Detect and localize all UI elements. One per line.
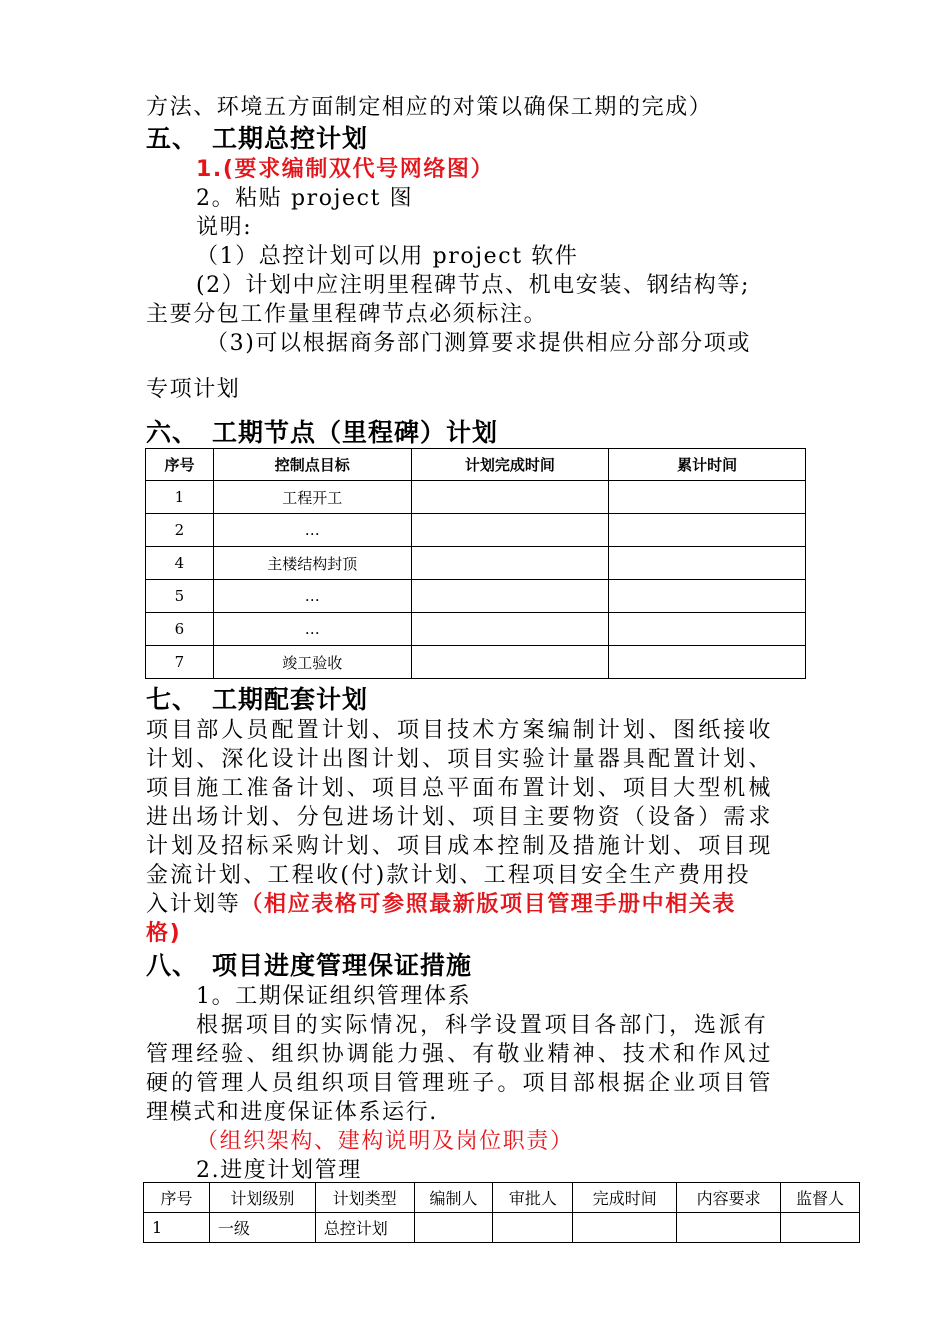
header-cell: 内容要求 — [677, 1183, 781, 1213]
table-cell — [609, 481, 806, 514]
paragraph-line: （3)可以根据商务部门测算要求提供相应分部分项或 — [206, 331, 751, 356]
paragraph-line: 专项计划 — [146, 377, 241, 402]
section-heading-6 — [146, 419, 498, 447]
header-cell: 控制点目标 — [213, 449, 411, 481]
table-cell — [609, 646, 806, 679]
paragraph-line: （1）总控计划可以用 project 软件 — [196, 244, 579, 269]
table-header-row — [146, 449, 806, 481]
section-number: 七、 — [146, 685, 199, 714]
table-cell: … — [213, 580, 411, 613]
table-cell: 4 — [146, 547, 214, 580]
table-cell — [411, 547, 609, 580]
table-cell — [609, 613, 806, 646]
table-cell: … — [213, 613, 411, 646]
table-cell — [609, 514, 806, 547]
table-cell — [411, 481, 609, 514]
table-cell — [609, 580, 806, 613]
paragraph-line: 2。粘贴 project 图 — [196, 186, 414, 211]
paragraph-line: 管理经验、组织协调能力强、有敬业精神、技术和作风过 — [146, 1042, 774, 1067]
section-heading-7 — [146, 686, 368, 714]
table-row — [144, 1213, 860, 1243]
paragraph-line: 1。工期保证组织管理体系 — [196, 984, 472, 1009]
table-cell: 一级 — [209, 1213, 315, 1243]
header-cell: 计划完成时间 — [411, 449, 609, 481]
plan-table — [143, 1182, 860, 1243]
table-cell: 1 — [146, 481, 214, 514]
table-row — [146, 613, 806, 646]
paragraph-line — [146, 891, 736, 919]
table-cell: 主楼结构封顶 — [213, 547, 411, 580]
table-cell — [493, 1213, 573, 1243]
table-cell: … — [213, 514, 411, 547]
table-cell — [411, 514, 609, 547]
paragraph-line: 计划、深化设计出图计划、项目实验计量器具配置计划、 — [146, 747, 774, 772]
table-cell: 竣工验收 — [213, 646, 411, 679]
table-row — [146, 481, 806, 514]
table-cell — [781, 1213, 860, 1243]
table-cell: 1 — [144, 1213, 210, 1243]
table-cell — [411, 613, 609, 646]
header-cell: 计划类型 — [315, 1183, 414, 1213]
table-cell — [411, 580, 609, 613]
red-note: 1.(要求编制双代号网络图） — [196, 157, 495, 182]
paragraph-line: 方法、环境五方面制定相应的对策以确保工期的完成） — [146, 95, 713, 120]
table-row — [146, 646, 806, 679]
table-header-row — [144, 1183, 860, 1213]
header-cell: 编制人 — [414, 1183, 493, 1213]
paragraph-line: 说明: — [196, 215, 253, 240]
section-heading-8 — [146, 952, 472, 980]
red-note: 格) — [146, 921, 182, 946]
table-cell: 2 — [146, 514, 214, 547]
section-title: 工期节点（里程碑）计划 — [212, 418, 499, 447]
section-number: 六、 — [146, 418, 199, 447]
paragraph-line: 项目施工准备计划、项目总平面布置计划、项目大型机械 — [146, 776, 774, 801]
header-cell: 累计时间 — [609, 449, 806, 481]
table-cell: 总控计划 — [315, 1213, 414, 1243]
milestone-table — [145, 448, 806, 679]
section-title: 工期配套计划 — [212, 685, 369, 714]
section-title: 项目进度管理保证措施 — [212, 951, 473, 980]
paragraph-line: 金流计划、工程收(付)款计划、工程项目安全生产费用投 — [146, 863, 751, 888]
paragraph-line: 理模式和进度保证体系运行. — [146, 1100, 438, 1125]
paragraph-text: 入计划等 — [146, 892, 241, 917]
header-cell: 计划级别 — [209, 1183, 315, 1213]
red-note: （组织架构、建构说明及岗位职责） — [196, 1129, 574, 1154]
table-cell — [677, 1213, 781, 1243]
table-cell: 工程开工 — [213, 481, 411, 514]
table-cell: 5 — [146, 580, 214, 613]
table-cell — [414, 1213, 493, 1243]
red-note: （相应表格可参照最新版项目管理手册中相关表 — [240, 892, 737, 917]
paragraph-line: 根据项目的实际情况，科学设置项目各部门，选派有 — [196, 1013, 769, 1038]
header-cell: 序号 — [144, 1183, 210, 1213]
paragraph-line: 硬的管理人员组织项目管理班子。项目部根据企业项目管 — [146, 1071, 774, 1096]
table-cell: 7 — [146, 646, 214, 679]
paragraph-line: (2）计划中应注明里程碑节点、机电安装、钢结构等; — [196, 273, 750, 298]
table-cell — [609, 547, 806, 580]
section-heading-5 — [146, 125, 368, 153]
section-number: 八、 — [146, 951, 199, 980]
table-cell — [411, 646, 609, 679]
table-cell: 6 — [146, 613, 214, 646]
header-cell: 审批人 — [493, 1183, 573, 1213]
table-cell — [573, 1213, 677, 1243]
section-number: 五、 — [146, 124, 199, 153]
paragraph-line: 项目部人员配置计划、项目技术方案编制计划、图纸接收 — [146, 718, 774, 743]
header-cell: 完成时间 — [573, 1183, 677, 1213]
table-row — [146, 514, 806, 547]
table-row — [146, 580, 806, 613]
table-row — [146, 547, 806, 580]
section-title: 工期总控计划 — [212, 124, 369, 153]
paragraph-line: 主要分包工作量里程碑节点必须标注。 — [146, 302, 548, 327]
header-cell: 监督人 — [781, 1183, 860, 1213]
paragraph-line: 2.进度计划管理 — [196, 1158, 362, 1183]
paragraph-line: 计划及招标采购计划、项目成本控制及措施计划、项目现 — [146, 834, 774, 859]
header-cell: 序号 — [146, 449, 214, 481]
paragraph-line: 进出场计划、分包进场计划、项目主要物资（设备）需求 — [146, 805, 774, 830]
